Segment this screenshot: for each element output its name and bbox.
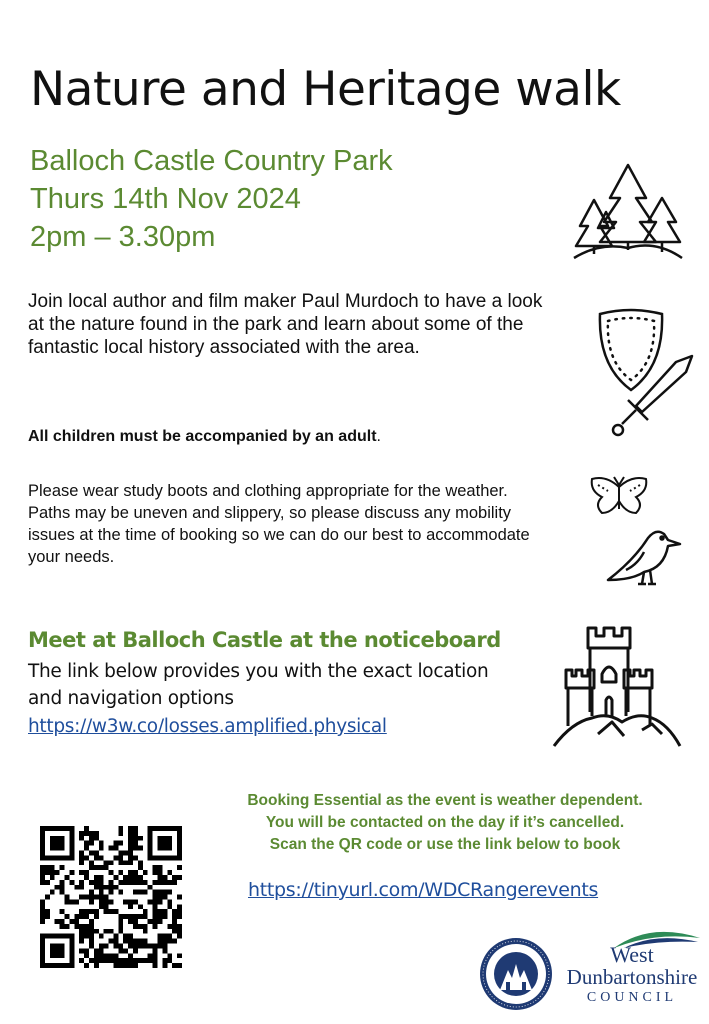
bird-icon — [604, 524, 684, 590]
trees-icon — [570, 160, 685, 260]
children-notice-bold: All children must be accompanied by an adult — [28, 428, 377, 445]
council-name-line-3: COUNCIL — [586, 990, 678, 1005]
meeting-heading: Meet at Balloch Castle at the noticeboard — [28, 628, 501, 652]
ranger-service-seal-icon — [478, 936, 554, 1012]
butterfly-icon — [588, 475, 650, 519]
booking-info — [200, 790, 690, 856]
page-title: Nature and Heritage walk — [30, 62, 621, 117]
sword-icon — [606, 352, 696, 442]
meeting-line-1: The link below provides you with the exact location — [28, 661, 489, 682]
council-name-line-1: West — [610, 942, 654, 967]
meeting-line-2: and navigation options — [28, 688, 234, 709]
booking-link[interactable]: https://tinyurl.com/WDCRangerevents — [248, 879, 599, 901]
booking-line-1: Booking Essential as the event is weather dependent. — [247, 792, 643, 809]
event-location: Balloch Castle Country Park — [30, 145, 393, 177]
council-name — [562, 944, 702, 1008]
children-notice — [28, 428, 381, 446]
council-name-line-2: Dunbartonshire — [566, 965, 698, 989]
event-date: Thurs 14th Nov 2024 — [30, 183, 301, 215]
castle-icon — [552, 626, 682, 750]
qr-code-icon[interactable] — [40, 826, 182, 968]
description-text: Join local author and film maker Paul Murdoch to have a look at the nature found in the park and learn about some of the fantastic local history associated with the area. — [28, 291, 543, 358]
advice-text: Please wear study boots and clothing appropriate for the weather. Paths may be uneven and slippery, so please discuss any mobility issues at the time of booking so we can do our best to accommodate your needs. — [28, 482, 530, 566]
booking-line-3: Scan the QR code or use the link below to book — [269, 836, 621, 853]
children-notice-end: . — [376, 428, 381, 445]
event-time: 2pm – 3.30pm — [30, 221, 216, 253]
what3words-link[interactable]: https://w3w.co/losses.amplified.physical — [28, 716, 387, 737]
booking-line-2: You will be contacted on the day if it’s cancelled. — [265, 814, 625, 831]
